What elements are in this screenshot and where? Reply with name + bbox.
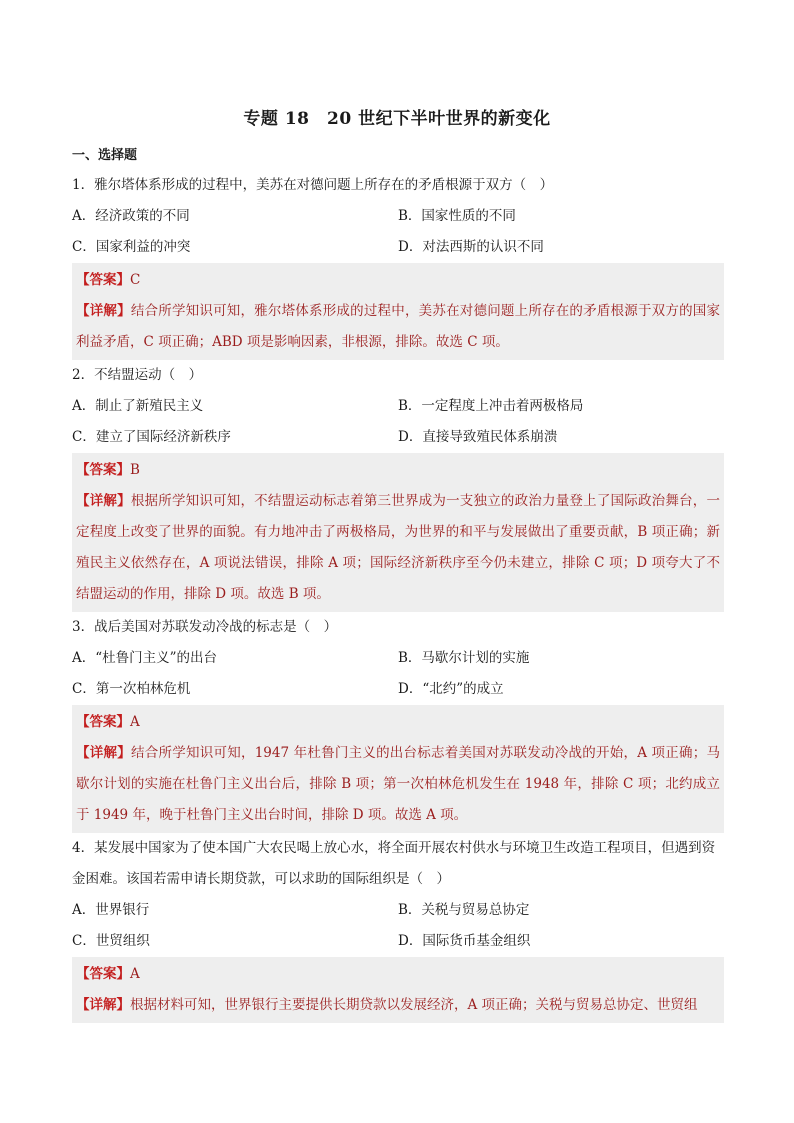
answer-tag: 【答案】 [76,966,130,982]
answer-line [76,455,720,486]
option-list [72,201,724,263]
option-c: C．世贸组织 [72,933,150,949]
answer-line [76,959,720,990]
detail-line [76,990,720,1021]
option-d: D．直接导致殖民体系崩溃 [398,429,558,445]
question-stem: 1．雅尔塔体系形成的过程中，美苏在对德问题上所存在的矛盾根源于双方（ ） [72,177,554,193]
option-a: A．经济政策的不同 [72,208,190,224]
detail-text: 根据所学知识可知，不结盟运动标志着第三世界成为一支独立的政治力量登上了国际政治舞台，一定程度上改变了世界的面貌。有力地冲击了两极格局，为世界的和平与发展做出了重要贡献，B 项正确；新殖民主义依然存在，A 项说法错误，排除 A 项；国际经济新秩序至今仍未建立，排除 C 项；D 项夸大了不结盟运动的作用，排除 D 项。故选 B 项。 [76,493,721,602]
option-list [72,391,724,453]
answer-value: B [130,462,140,478]
question-list [72,170,724,1023]
answer-block [72,957,724,1023]
page-title: 专题 18 20 世纪下半叶世界的新变化 [243,109,551,129]
question-stem: 2．不结盟运动（ ） [72,367,203,383]
answer-block [72,263,724,360]
question-3 [72,612,724,833]
detail-line [76,296,720,358]
option-c: C．第一次柏林危机 [72,681,191,697]
question-stem: 3．战后美国对苏联发动冷战的标志是（ ） [72,619,338,635]
detail-line [76,738,720,831]
answer-tag: 【答案】 [76,714,130,730]
question-4 [72,833,724,1023]
detail-text: 结合所学知识可知，雅尔塔体系形成的过程中，美苏在对德问题上所存在的矛盾根源于双方的国家利益矛盾，C 项正确；ABD 项是影响因素，非根源，排除。故选 C 项。 [76,303,721,350]
answer-block [72,453,724,612]
option-list [72,643,724,705]
option-b: B．马歇尔计划的实施 [398,650,530,666]
answer-value: A [130,966,140,982]
option-d: D．对法西斯的认识不同 [398,239,544,255]
answer-tag: 【答案】 [76,462,130,478]
detail-text: 根据材料可知，世界银行主要提供长期贷款以发展经济，A 项正确；关税与贸易总协定、世贸组 [130,997,698,1013]
answer-value: A [130,714,140,730]
detail-tag: 【详解】 [76,493,131,509]
answer-line [76,265,720,296]
answer-value: C [130,272,141,288]
answer-tag: 【答案】 [76,272,130,288]
option-a: A．制止了新殖民主义 [72,398,204,414]
question-2 [72,360,724,612]
option-b: B．一定程度上冲击着两极格局 [398,398,584,414]
option-list [72,895,724,957]
section-heading: 一、选择题 [72,148,138,163]
option-a: A．“杜鲁门主义”的出台 [72,650,218,666]
detail-tag: 【详解】 [76,745,131,761]
detail-text: 结合所学知识可知，1947 年杜鲁门主义的出台标志着美国对苏联发动冷战的开始，A 项正确；马歇尔计划的实施在杜鲁门主义出台后，排除 B 项；第一次柏林危机发生在 1948 年，排除 C 项；北约成立于 1949 年，晚于杜鲁门主义出台时间，排除 D 项。故选 A 项。 [76,745,721,823]
question-1 [72,170,724,360]
option-b: B．国家性质的不同 [398,208,516,224]
option-b: B．关税与贸易总协定 [398,902,530,918]
option-a: A．世界银行 [72,902,150,918]
detail-tag: 【详解】 [76,997,130,1013]
answer-block [72,705,724,833]
option-d: D．“北约”的成立 [398,681,504,697]
option-d: D．国际货币基金组织 [398,933,531,949]
option-c: C．建立了国际经济新秩序 [72,429,231,445]
detail-tag: 【详解】 [76,303,131,319]
option-c: C．国家利益的冲突 [72,239,191,255]
question-stem: 4．某发展中国家为了使本国广大农民喝上放心水，将全面开展农村供水与环境卫生改造工程项目，但遇到资金困难。该国若需申请长期贷款，可以求助的国际组织是（ ） [72,840,716,887]
detail-line [76,486,720,610]
answer-line [76,707,720,738]
